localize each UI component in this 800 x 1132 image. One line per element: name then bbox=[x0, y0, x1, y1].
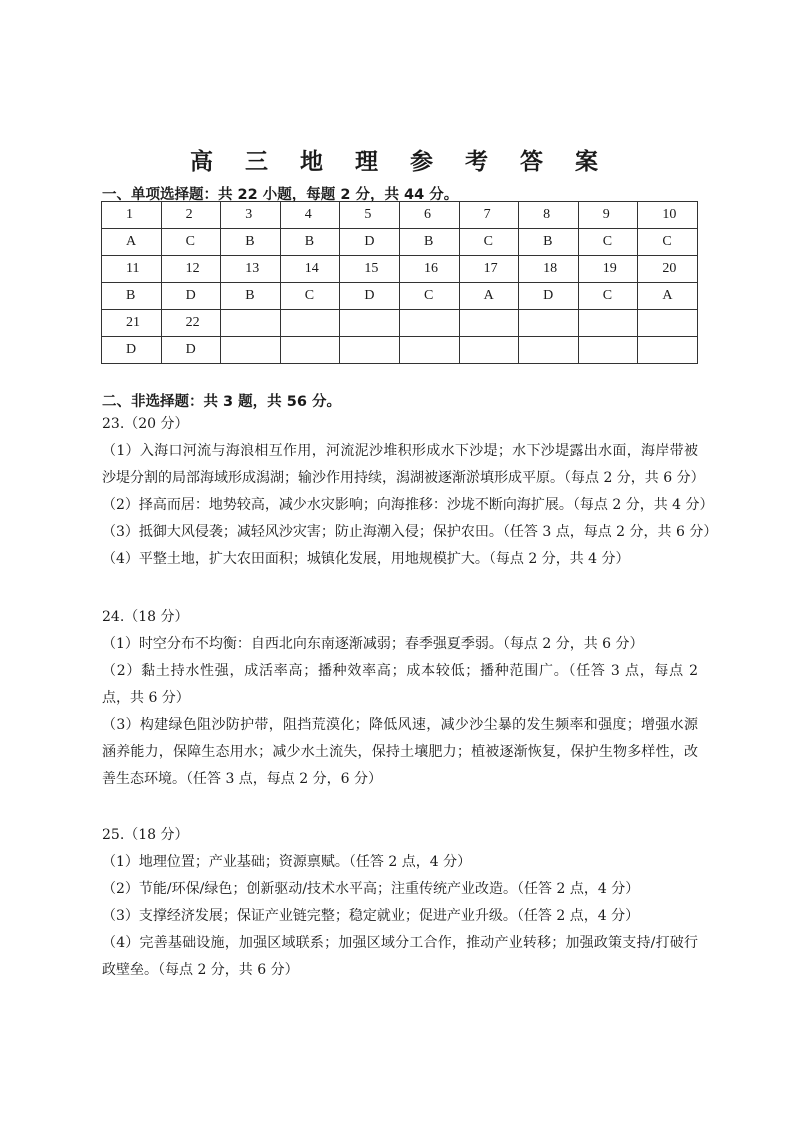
table-cell: B bbox=[221, 229, 281, 256]
page-title: 高 三 地 理 参 考 答 案 bbox=[189, 149, 611, 175]
table-cell: D bbox=[161, 337, 221, 364]
question-23-number: 23.（20 分） bbox=[102, 416, 189, 432]
table-cell: D bbox=[340, 229, 400, 256]
table-cell: C bbox=[638, 229, 698, 256]
table-cell bbox=[280, 310, 340, 337]
table-cell: D bbox=[102, 337, 162, 364]
table-cell bbox=[638, 310, 698, 337]
table-cell bbox=[340, 310, 400, 337]
table-cell bbox=[638, 337, 698, 364]
table-cell: 1 bbox=[102, 202, 162, 229]
table-cell: B bbox=[221, 283, 281, 310]
table-cell: 20 bbox=[638, 256, 698, 283]
question-25-number: 25.（18 分） bbox=[102, 827, 189, 843]
question-25-answer-1: （1）地理位置；产业基础；资源禀赋。（任答 2 点，4 分） bbox=[102, 854, 472, 870]
table-cell: A bbox=[638, 283, 698, 310]
table-row bbox=[102, 229, 698, 256]
table-cell: C bbox=[459, 229, 519, 256]
table-cell bbox=[519, 310, 579, 337]
question-23 bbox=[102, 411, 718, 573]
question-25-answer-4: （4）完善基础设施，加强区域联系；加强区域分工合作，推动产业转移；加强政策支持/打破行政壁垒。（每点 2 分，共 6 分） bbox=[102, 935, 698, 978]
table-cell: 19 bbox=[578, 256, 638, 283]
table-cell: 13 bbox=[221, 256, 281, 283]
table-cell: 14 bbox=[280, 256, 340, 283]
question-23-answer-1: （1）入海口河流与海浪相互作用，河流泥沙堆积形成水下沙堤；水下沙堤露出水面，海岸带被沙堤分割的局部海域形成潟湖；输沙作用持续，潟湖被逐渐淤填形成平原。（每点 2 分，共 6 分） bbox=[102, 443, 705, 486]
table-cell: C bbox=[280, 283, 340, 310]
table-cell: 17 bbox=[459, 256, 519, 283]
table-cell: C bbox=[578, 229, 638, 256]
answer-table bbox=[101, 201, 698, 364]
question-24-answer-2: （2）黏土持水性强，成活率高；播种效率高；成本较低；播种范围广。（任答 3 点，每点 2 点，共 6 分） bbox=[102, 663, 698, 706]
table-cell: B bbox=[280, 229, 340, 256]
table-cell: 9 bbox=[578, 202, 638, 229]
table-row bbox=[102, 202, 698, 229]
table-cell: 4 bbox=[280, 202, 340, 229]
question-25-answer-2: （2）节能/环保/绿色；创新驱动/技术水平高；注重传统产业改造。（任答 2 点，4 分） bbox=[102, 881, 640, 897]
table-cell: 18 bbox=[519, 256, 579, 283]
question-24-answer-3: （3）构建绿色阻沙防护带，阻挡荒漠化；降低风速，减少沙尘暴的发生频率和强度；增强水源涵养能力，保障生态用水；减少水土流失，保持土壤肥力；植被逐渐恢复，保护生物多样性，改善生态环境。（任答 3 点，每点 2 分，6 分） bbox=[102, 717, 698, 787]
table-row bbox=[102, 283, 698, 310]
table-row bbox=[102, 256, 698, 283]
section1-heading: 一、单项选择题：共 22 小题，每题 2 分，共 44 分。 bbox=[102, 187, 459, 203]
table-cell bbox=[399, 310, 459, 337]
table-cell bbox=[280, 337, 340, 364]
table-cell: C bbox=[578, 283, 638, 310]
table-cell: 8 bbox=[519, 202, 579, 229]
table-cell: 16 bbox=[399, 256, 459, 283]
table-cell: C bbox=[399, 283, 459, 310]
table-cell: 12 bbox=[161, 256, 221, 283]
table-cell bbox=[340, 337, 400, 364]
table-cell bbox=[519, 337, 579, 364]
question-25 bbox=[102, 822, 702, 984]
table-cell: 6 bbox=[399, 202, 459, 229]
table-cell: 11 bbox=[102, 256, 162, 283]
table-cell: A bbox=[102, 229, 162, 256]
table-cell: 2 bbox=[161, 202, 221, 229]
table-cell bbox=[221, 337, 281, 364]
table-cell bbox=[459, 337, 519, 364]
table-cell bbox=[459, 310, 519, 337]
table-cell: 7 bbox=[459, 202, 519, 229]
table-cell bbox=[221, 310, 281, 337]
table-cell: B bbox=[519, 229, 579, 256]
table-row bbox=[102, 337, 698, 364]
section2-heading: 二、非选择题：共 3 题，共 56 分。 bbox=[102, 394, 341, 410]
table-cell: 21 bbox=[102, 310, 162, 337]
table-cell: 10 bbox=[638, 202, 698, 229]
table-cell bbox=[578, 310, 638, 337]
question-24 bbox=[102, 604, 702, 793]
table-cell: D bbox=[519, 283, 579, 310]
question-24-answer-1: （1）时空分布不均衡：自西北向东南逐渐减弱；春季强夏季弱。（每点 2 分，共 6 分） bbox=[102, 636, 644, 652]
table-cell: B bbox=[102, 283, 162, 310]
table-cell: 3 bbox=[221, 202, 281, 229]
question-23-answer-2: （2）择高而居：地势较高，减少水灾影响；向海推移：沙垅不断向海扩展。（每点 2 分，共 4 分） bbox=[102, 497, 714, 513]
table-cell bbox=[578, 337, 638, 364]
table-cell: D bbox=[161, 283, 221, 310]
table-cell: D bbox=[340, 283, 400, 310]
table-cell: A bbox=[459, 283, 519, 310]
question-24-number: 24.（18 分） bbox=[102, 609, 189, 625]
table-cell: 5 bbox=[340, 202, 400, 229]
table-cell: C bbox=[161, 229, 221, 256]
table-cell: B bbox=[399, 229, 459, 256]
question-25-answer-3: （3）支撑经济发展；保证产业链完整；稳定就业；促进产业升级。（任答 2 点，4 分） bbox=[102, 908, 640, 924]
table-row bbox=[102, 310, 698, 337]
table-cell bbox=[399, 337, 459, 364]
table-cell: 22 bbox=[161, 310, 221, 337]
table-cell: 15 bbox=[340, 256, 400, 283]
question-23-answer-4: （4）平整土地，扩大农田面积；城镇化发展，用地规模扩大。（每点 2 分，共 4 分） bbox=[102, 551, 630, 567]
question-23-answer-3: （3）抵御大风侵袭；减轻风沙灾害；防止海潮入侵；保护农田。（任答 3 点，每点 2 分，共 6 分） bbox=[102, 524, 718, 540]
